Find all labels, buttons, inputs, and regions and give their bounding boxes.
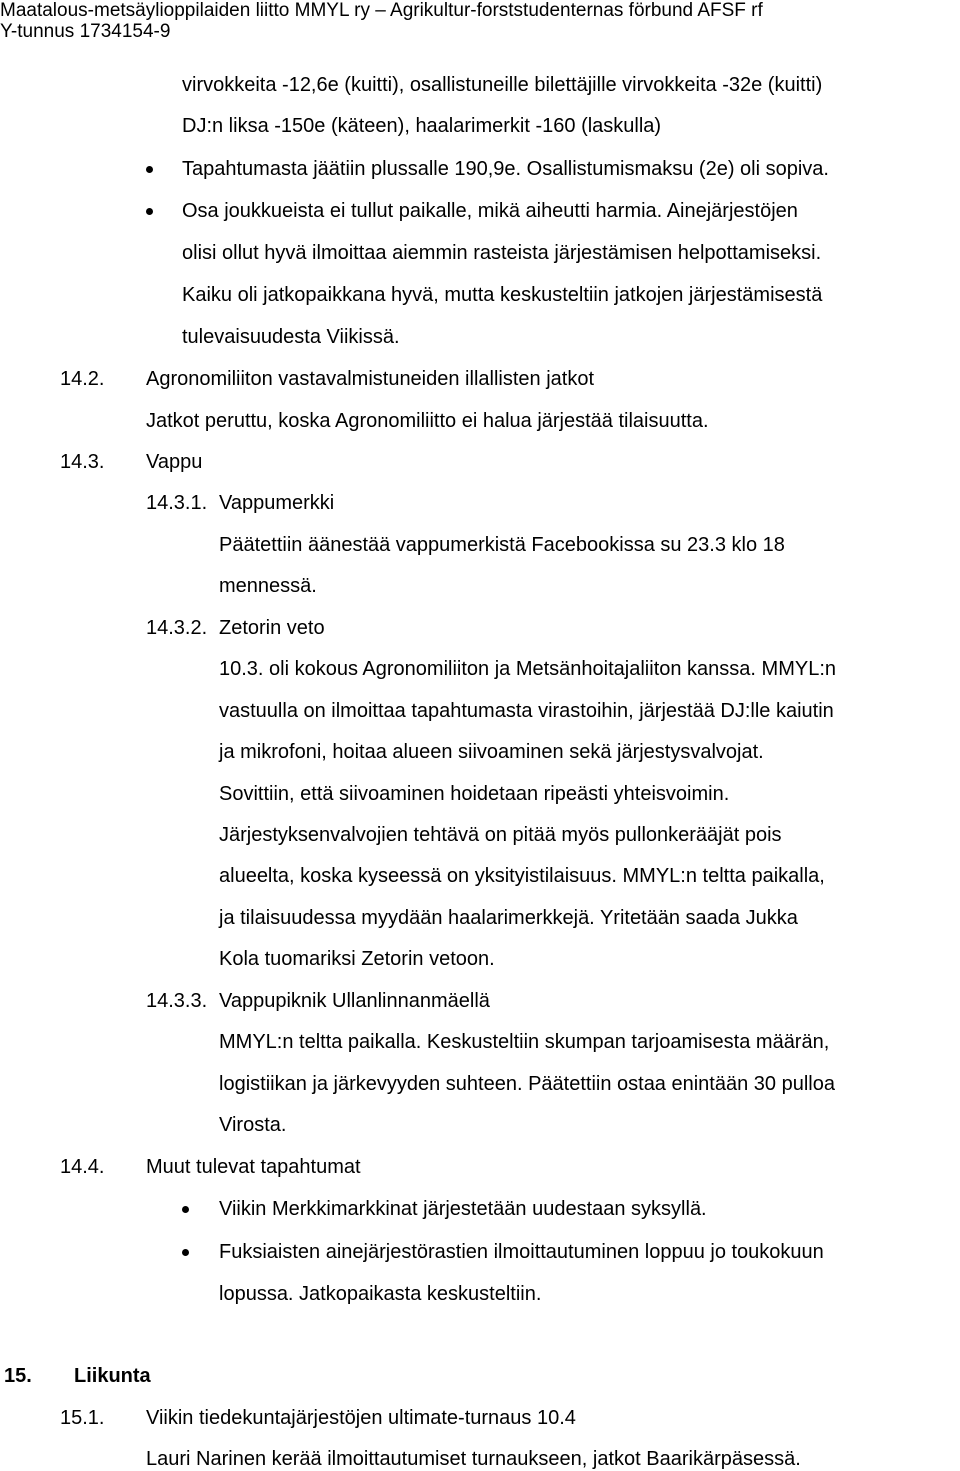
section-title: Vappu xyxy=(146,451,203,473)
bullet-text: lopussa. Jatkopaikasta keskusteltiin. xyxy=(219,1283,542,1305)
header-business-id: Y-tunnus 1734154-9 xyxy=(0,21,171,42)
subsection-body: Virosta. xyxy=(219,1114,287,1136)
subsection-body: mennessä. xyxy=(219,575,317,597)
bullet-text: tulevaisuudesta Viikissä. xyxy=(182,326,400,348)
section-number: 14.2. xyxy=(60,368,105,390)
bullet-text: Kaiku oli jatkopaikkana hyvä, mutta keskusteltiin jatkojen järjestämisestä xyxy=(182,284,823,306)
subsection-body: Kola tuomariksi Zetorin vetoon. xyxy=(219,948,495,970)
section-title: Muut tulevat tapahtumat xyxy=(146,1156,361,1178)
section-body: Jatkot peruttu, koska Agronomiliitto ei halua järjestää tilaisuutta. xyxy=(146,410,709,432)
bullet-text: Viikin Merkkimarkkinat järjestetään uudestaan syksyllä. xyxy=(219,1198,707,1220)
header-org-name: Maatalous-metsäylioppilaiden liitto MMYL ry – Agrikultur-forststudenternas förbund AFSF rf xyxy=(0,0,763,21)
bullet-text: olisi ollut hyvä ilmoittaa aiemmin rasteista järjestämisen helpottamiseksi. xyxy=(182,242,822,264)
section-body: Lauri Narinen kerää ilmoittautumiset turnaukseen, jatkot Baarikärpäsessä. xyxy=(146,1448,801,1470)
subsection-body: ja tilaisuudessa myydään haalarimerkkejä. Yritetään saada Jukka xyxy=(219,907,798,929)
bullet-icon xyxy=(146,208,153,215)
subsection-title: Vappumerkki xyxy=(219,492,335,514)
bullet-icon xyxy=(182,1206,189,1213)
subsection-body: Järjestyksenvalvojien tehtävä on pitää myös pullonkerääjät pois xyxy=(219,824,782,846)
subsection-number: 14.3.1. xyxy=(146,492,208,514)
subsection-body: MMYL:n teltta paikalla. Keskusteltiin skumpan tarjoamisesta määrän, xyxy=(219,1031,830,1053)
subsection-number: 14.3.3. xyxy=(146,990,208,1012)
subsection-body: 10.3. oli kokous Agronomiliiton ja Metsänhoitajaliiton kanssa. MMYL:n xyxy=(219,658,836,680)
subsection-body: logistiikan ja järkevyyden suhteen. Päätettiin ostaa enintään 30 pulloa xyxy=(219,1073,835,1095)
section-number: 14.3. xyxy=(60,451,105,473)
subsection-body: vastuulla on ilmoittaa tapahtumasta virastoihin, järjestää DJ:lle kaiutin xyxy=(219,700,834,722)
bullet-icon xyxy=(146,166,153,173)
section-number: 15.1. xyxy=(60,1407,105,1429)
subsection-body: Sovittiin, että siivoaminen hoidetaan ripeästi yhteisvoimin. xyxy=(219,783,730,805)
chapter-number: 15. xyxy=(4,1365,32,1387)
expense-line-2: DJ:n liksa -150e (käteen), haalarimerkit -160 (laskulla) xyxy=(182,115,662,137)
expense-line-1: virvokkeita -12,6e (kuitti), osallistuneille bilettäjille virvokkeita -32e (kuitti) xyxy=(182,74,823,96)
section-number: 14.4. xyxy=(60,1156,105,1178)
bullet-text: Osa joukkueista ei tullut paikalle, mikä aiheutti harmia. Ainejärjestöjen xyxy=(182,200,798,222)
bullet-text: Tapahtumasta jäätiin plussalle 190,9e. Osallistumismaksu (2e) oli sopiva. xyxy=(182,158,829,180)
section-title: Agronomiliiton vastavalmistuneiden illallisten jatkot xyxy=(146,368,594,390)
chapter-title: Liikunta xyxy=(74,1365,151,1387)
bullet-icon xyxy=(182,1249,189,1256)
section-title: Viikin tiedekuntajärjestöjen ultimate-turnaus 10.4 xyxy=(146,1407,576,1429)
subsection-body: alueelta, koska kyseessä on yksityistilaisuus. MMYL:n teltta paikalla, xyxy=(219,865,825,887)
bullet-text: Fuksiaisten ainejärjestörastien ilmoittautuminen loppuu jo toukokuun xyxy=(219,1241,824,1263)
subsection-body: ja mikrofoni, hoitaa alueen siivoaminen sekä järjestysvalvojat. xyxy=(219,741,764,763)
subsection-number: 14.3.2. xyxy=(146,617,208,639)
subsection-body: Päätettiin äänestää vappumerkistä Facebookissa su 23.3 klo 18 xyxy=(219,534,785,556)
subsection-title: Vappupiknik Ullanlinnanmäellä xyxy=(219,990,490,1012)
subsection-title: Zetorin veto xyxy=(219,617,325,639)
